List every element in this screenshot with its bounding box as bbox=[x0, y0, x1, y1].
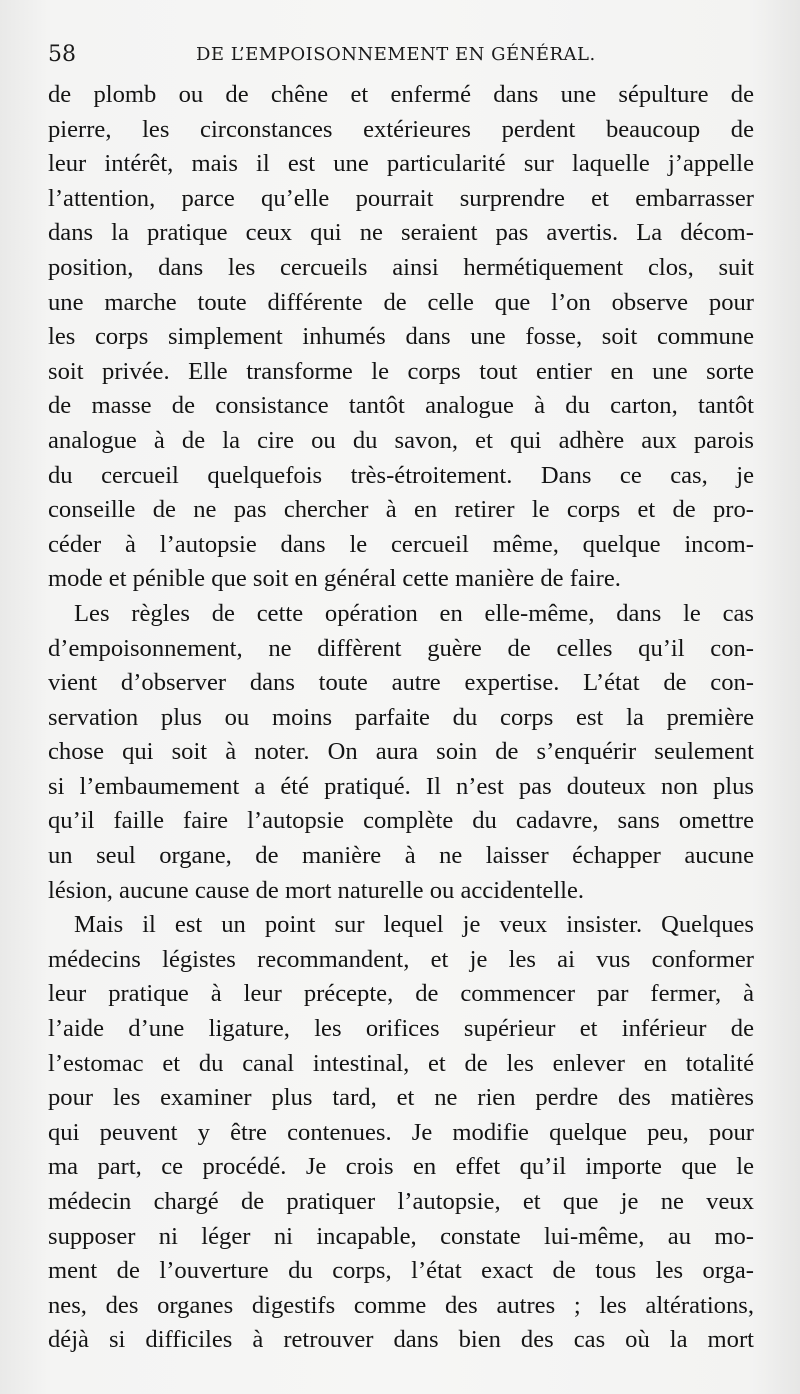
text-line: vient d’observer dans toute autre expertise. L’état de con- bbox=[48, 669, 754, 697]
page-header bbox=[48, 42, 760, 76]
text-line: Les règles de cette opération en elle-même, dans le cas bbox=[74, 599, 754, 627]
text-line: leur pratique à leur précepte, de commencer par fermer, à bbox=[48, 980, 754, 1008]
text-line: pierre, les circonstances extérieures perdent beaucoup de bbox=[48, 115, 754, 143]
text-line: du cercueil quelquefois très-étroitement. Dans ce cas, je bbox=[48, 461, 754, 489]
text-line: leur intérêt, mais il est une particularité sur laquelle j’appelle bbox=[48, 150, 754, 178]
text-line: Mais il est un point sur lequel je veux insister. Quelques bbox=[74, 911, 754, 939]
text-line: qu’il faille faire l’autopsie complète du cadavre, sans omettre bbox=[48, 807, 754, 835]
text-line: d’empoisonnement, ne diffèrent guère de celles qu’il con- bbox=[48, 634, 754, 662]
text-line: médecins légistes recommandent, et je les ai vus conformer bbox=[48, 945, 754, 973]
text-line: qui peuvent y être contenues. Je modifie quelque peu, pour bbox=[48, 1118, 754, 1146]
text-line: les corps simplement inhumés dans une fosse, soit commune bbox=[48, 323, 754, 351]
text-line: mode et pénible que soit en général cette manière de faire. bbox=[48, 565, 621, 593]
text-line: l’attention, parce qu’elle pourrait surprendre et embarrasser bbox=[48, 184, 754, 212]
text-line: nes, des organes digestifs comme des autres ; les altérations, bbox=[48, 1291, 754, 1319]
text-line: un seul organe, de manière à ne laisser échapper aucune bbox=[48, 842, 754, 870]
text-line: analogue à de la cire ou du savon, et qui adhère aux parois bbox=[48, 426, 754, 454]
text-line: position, dans les cercueils ainsi hermétiquement clos, suit bbox=[48, 253, 754, 281]
text-line: lésion, aucune cause de mort naturelle ou accidentelle. bbox=[48, 876, 585, 904]
text-line: ment de l’ouverture du corps, l’état exact de tous les orga- bbox=[48, 1257, 754, 1285]
text-line: dans la pratique ceux qui ne seraient pas avertis. La décom- bbox=[48, 219, 754, 247]
page-number: 58 bbox=[48, 42, 76, 67]
text-line: conseille de ne pas chercher à en retirer le corps et de pro- bbox=[48, 496, 754, 524]
text-line: de plomb ou de chêne et enfermé dans une sépulture de bbox=[48, 81, 754, 108]
text-line: ma part, ce procédé. Je crois en effet qu’il importe que le bbox=[48, 1153, 754, 1181]
text-line: supposer ni léger ni incapable, constate lui-même, au mo- bbox=[48, 1222, 754, 1250]
text-line: l’aide d’une ligature, les orifices supérieur et inférieur de bbox=[48, 1015, 754, 1043]
text-line: l’estomac et du canal intestinal, et de les enlever en totalité bbox=[48, 1049, 754, 1077]
text-line: de masse de consistance tantôt analogue à du carton, tantôt bbox=[48, 392, 754, 420]
text-line: servation plus ou moins parfaite du corps est la première bbox=[48, 703, 754, 731]
running-head: DE L’EMPOISONNEMENT EN GÉNÉRAL. bbox=[196, 44, 596, 65]
text-line: chose qui soit à noter. On aura soin de s’enquérir seulement bbox=[48, 738, 754, 766]
text-line: si l’embaumement a été pratiqué. Il n’est pas douteux non plus bbox=[48, 772, 754, 800]
body-text bbox=[48, 78, 754, 1358]
text-line: une marche toute différente de celle que l’on observe pour bbox=[48, 288, 754, 316]
text-line: soit privée. Elle transforme le corps tout entier en une sorte bbox=[48, 357, 754, 385]
text-line: céder à l’autopsie dans le cercueil même, quelque incom- bbox=[48, 530, 754, 558]
text-line: médecin chargé de pratiquer l’autopsie, et que je ne veux bbox=[48, 1188, 754, 1215]
text-line: déjà si difficiles à retrouver dans bien des cas où la mort bbox=[48, 1326, 754, 1354]
text-line: pour les examiner plus tard, et ne rien perdre des matières bbox=[48, 1084, 754, 1112]
